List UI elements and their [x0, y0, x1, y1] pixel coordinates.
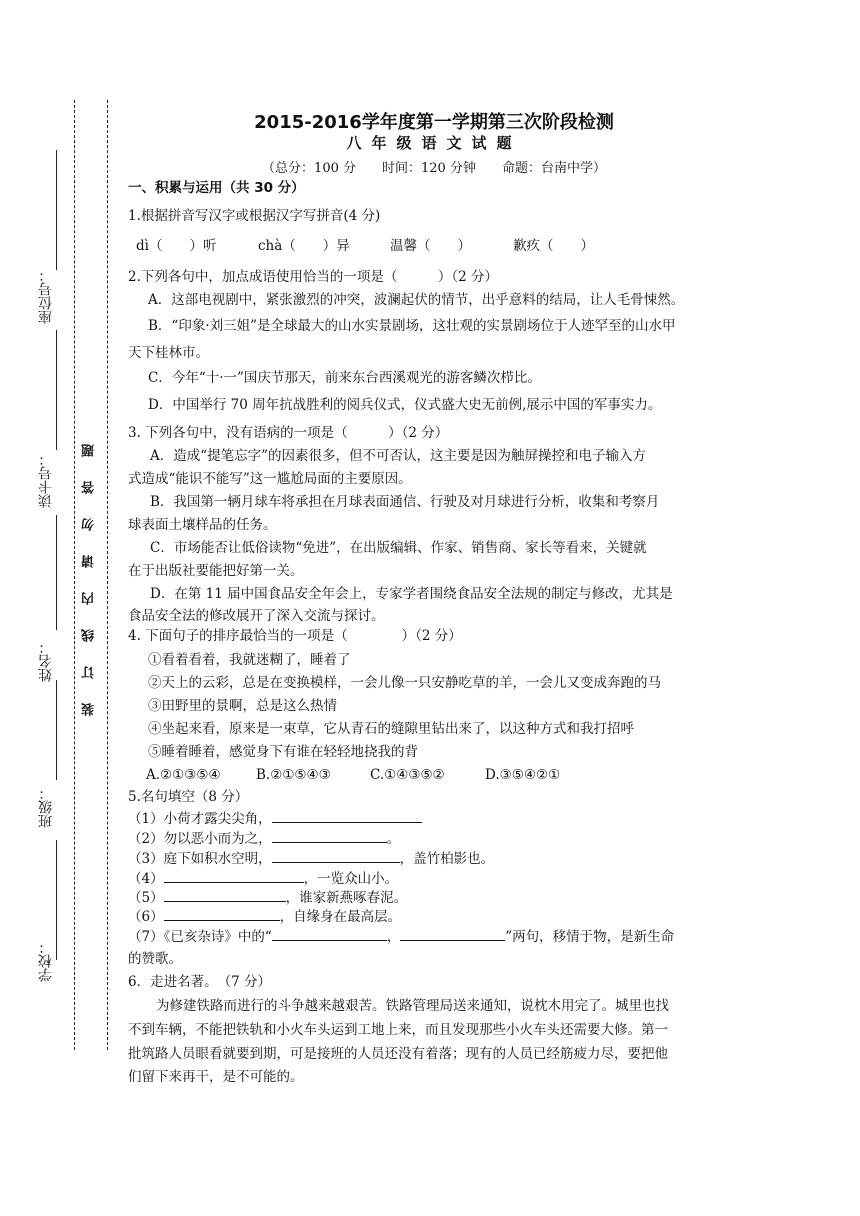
q4-option-d: D.③⑤④②① [485, 767, 561, 783]
q6-stem: 6．走进名著。 （7 分） [128, 974, 271, 990]
seat-number-line [56, 150, 57, 270]
q3-stem: 3. 下列各句中，没有语病的一项是（ ）（2 分） [128, 425, 449, 441]
class-line [56, 680, 57, 780]
q2-stem: 2.下列各句中，加点成语使用恰当的一项是（ ）（2 分） [128, 269, 499, 285]
q6-passage-line-4: 们留下来再干，是不可能的。 [128, 1069, 304, 1085]
q1-item-1: dì（ ）听 [136, 238, 217, 254]
q4-sentence-4: ④坐起来看，原来是一束草，它从青石的缝隙里钻出来了，以这种方式和我打招呼 [148, 721, 634, 737]
q5-line-3: （3）庭下如积水空明， ，盖竹柏影也。 [128, 848, 494, 869]
q5-line-7-cont: 的赞歌。 [128, 951, 182, 967]
q4-stem: 4. 下面句子的排序最恰当的一项是（ ）（2 分） [128, 628, 462, 644]
seat-number-label: 座位号： [38, 268, 54, 324]
q3-option-d: D．在第 11 届中国食品安全年会上，专家学者围绕食品安全法规的制定与修改，尤其是 [150, 586, 673, 602]
exam-subtitle: 八年级语文试题 [346, 134, 522, 152]
q6-passage-line-2: 不到车辆，不能把铁轨和小火车头运到工地上来，而且发现那些小火车头还需要大修。第一 [128, 1022, 668, 1038]
q2-option-a: A．这部电视剧中，紧张激烈的冲突，波澜起伏的情节，出乎意料的结局，让人毛骨悚然。 [148, 292, 685, 308]
q4-sentence-3: ③田野里的景啊，总是这么热情 [148, 698, 337, 714]
answer-blank[interactable] [272, 926, 387, 941]
q5-line-1: （1）小荷才露尖尖角， [128, 808, 422, 829]
ticket-number-label: 读卡号： [38, 452, 54, 508]
answer-blank[interactable] [272, 828, 387, 843]
q1-item-3: 温馨（ ） [390, 238, 471, 254]
q2-option-b-cont: 天下桂林市。 [128, 345, 209, 361]
q3-option-b: B．我国第一辆月球车将承担在月球表面通信、行驶及对月球进行分析，收集和考察月 [150, 494, 660, 510]
q4-option-a: A.②①③⑤④ [146, 767, 221, 783]
name-label: 姓名： [38, 640, 54, 682]
q2-option-c: C．今年“十·一”国庆节那天，前来东台西溪观光的游客鳞次栉比。 [148, 370, 541, 386]
ticket-number-line [56, 330, 57, 450]
school-label: 学校： [38, 940, 54, 982]
q4-sentence-5: ⑤睡着睡着，感觉身下有谁在轻轻地挠我的背 [148, 744, 418, 760]
q5-stem: 5.名句填空（8 分） [128, 789, 249, 805]
q5-line-7: （7）《已亥杂诗》中的“ ， ”两句，移情于物，是新生命 [128, 926, 674, 947]
q5-line-5: （5） ，谁家新燕啄春泥。 [128, 887, 407, 908]
answer-blank[interactable] [272, 808, 422, 823]
q3-option-a-cont: 式造成“能识不能写”这一尴尬局面的主要原因。 [128, 471, 412, 487]
binding-warning: 装订线内请勿答题 [82, 420, 97, 716]
q3-option-c-cont: 在于出版社要能把好第一关。 [128, 563, 304, 579]
answer-blank[interactable] [164, 906, 280, 921]
answer-blank[interactable] [400, 926, 505, 941]
q4-sentence-1: ①看着看着，我就迷糊了，睡着了 [148, 652, 351, 668]
q3-option-a: A．造成“提笔忘字”的因素很多，但不可否认，这主要是因为触屏操控和电子输入方 [150, 448, 647, 464]
q3-option-b-cont: 球表面土壤样品的任务。 [128, 517, 277, 533]
q1-item-4: 歉疚（ ） [513, 238, 594, 254]
q4-option-b: B.②①⑤④③ [256, 767, 331, 783]
q1-stem: 1.根据拼音写汉字或根据汉字写拼音(4 分) [128, 208, 381, 224]
q6-passage-line-1: 为修建铁路而进行的斗争越来越艰苦。铁路管理局送来通知，说枕木用完了。城里也找 [156, 998, 669, 1014]
q3-option-d-cont: 食品安全法的修改展开了深入交流与探讨。 [128, 608, 385, 624]
class-label: 班级： [38, 786, 54, 828]
binding-dashed-line-outer [74, 100, 75, 1050]
q2-option-b: B．“印象·刘三姐”是全球最大的山水实景剧场，这壮观的实景剧场位于人迹罕至的山水甲 [148, 318, 676, 334]
q2-option-d: D．中国举行 70 周年抗战胜利的阅兵仪式，仪式盛大史无前例,展示中国的军事实力。 [148, 397, 662, 413]
section-heading: 一、积累与运用（共 30 分） [128, 180, 305, 196]
q6-passage-line-3: 批筑路人员眼看就要到期，可是接班的人员还没有着落；现有的人员已经筋疲力尽，要把他 [128, 1046, 668, 1062]
q4-sentence-2: ②天上的云彩，总是在变换模样，一会儿像一只安静吃草的羊，一会儿又变成奔跑的马 [148, 675, 661, 691]
q5-line-4: （4） ，一览众山小。 [128, 868, 398, 889]
name-line [56, 515, 57, 630]
answer-blank[interactable] [164, 868, 304, 883]
answer-blank[interactable] [272, 848, 400, 863]
q1-item-2: chà（ ）异 [258, 238, 350, 254]
q3-option-c: C．市场能否让低俗读物“免进”，在出版编辑、作家、销售商、家长等看来，关键就 [150, 540, 647, 556]
q5-line-2: （2）勿以恶小而为之， 。 [128, 828, 400, 849]
exam-info: （总分：100 分 时间：120 分钟 命题：台南中学） [262, 161, 606, 176]
q4-option-c: C.①④③⑤② [370, 767, 445, 783]
answer-blank[interactable] [164, 887, 286, 902]
exam-title: 2015-2016学年度第一学期第三次阶段检测 [254, 112, 614, 133]
q5-line-6: （6） ，自缘身在最高层。 [128, 906, 401, 927]
binding-dashed-line-inner [107, 100, 108, 1050]
